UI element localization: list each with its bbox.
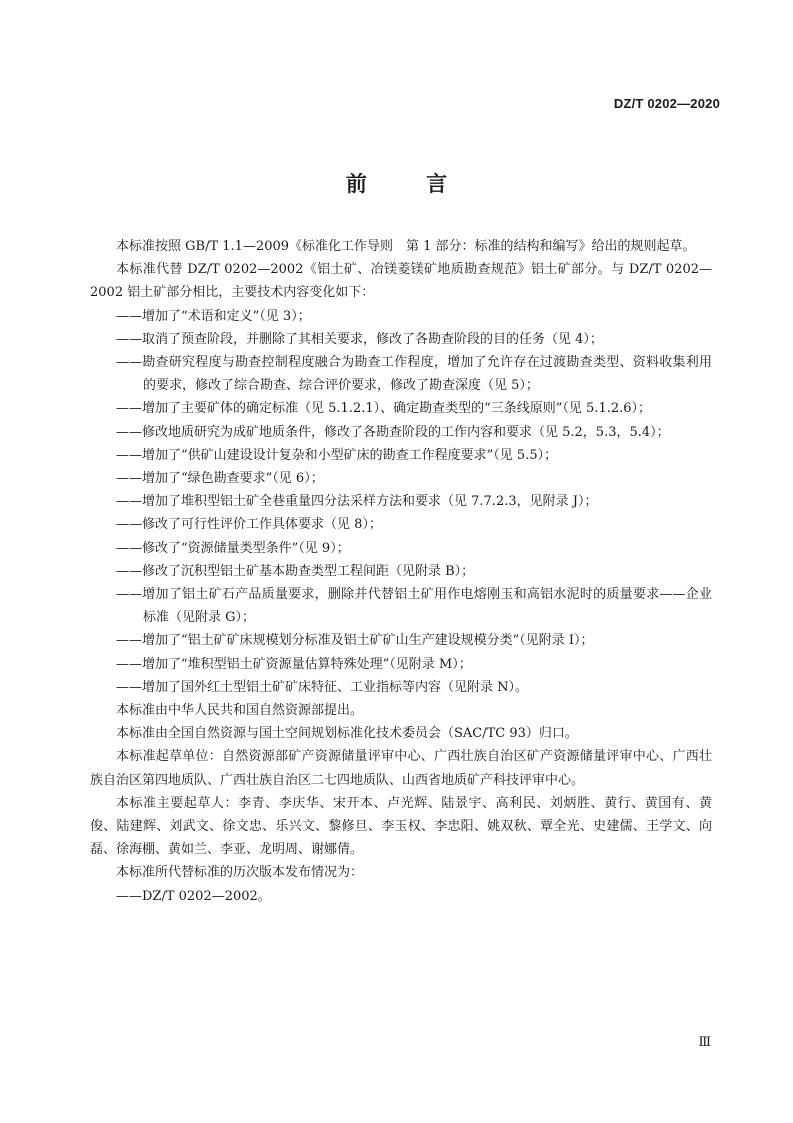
- change-item: ——增加了国外红土型铝土矿矿床特征、工业指标等内容（见附录 N）。: [116, 679, 529, 695]
- page-title: 前 言: [345, 172, 474, 196]
- document-body: [90, 235, 712, 908]
- change-item: ——修改了“资源储量类型条件”（见 9）；: [116, 540, 350, 556]
- history-item: ——DZ/T 0202—2002。: [116, 888, 271, 904]
- change-item: ——修改了可行性评价工作具体要求（见 8）；: [116, 517, 382, 533]
- paragraph-replacement: 本标准代替 DZ/T 0202—2002《铝土矿、冶镁菱镁矿地质勘查规范》铝土矿部分。与 DZ/T 0202—2002 铝土矿部分相比，主要技术内容变化如下：: [90, 262, 712, 301]
- change-item: ——增加了主要矿体的确定标准（见 5.1.2.1）、确定勘查类型的“三条线原则”（见 5.1.2.6）；: [116, 401, 652, 417]
- change-item: ——增加了铝土矿石产品质量要求，删除并代替铝土矿用作电熔刚玉和高铝水泥时的质量要求——企业标准（见附录 G）；: [116, 587, 712, 626]
- change-item: ——修改了沉积型铝土矿基本勘查类型工程间距（见附录 B）；: [116, 563, 475, 579]
- change-item: ——增加了“堆积型铝土矿资源量估算特殊处理”（见附录 M）；: [116, 656, 472, 672]
- paragraph-drafters: 本标准主要起草人：李青、李庆华、宋开本、卢光辉、陆景宇、高利民、刘炳胜、黄行、黄国有、黄俊、陆建辉、刘武文、徐文忠、乐兴文、黎修旦、李玉权、李忠阳、姚双秋、覃全光、史建儒、王学文、向磊、徐海棚、黄如兰、李亚、龙明周、谢娜倩。: [90, 795, 712, 858]
- standard-code: DZ/T 0202—2020: [613, 96, 720, 111]
- paragraph-history-intro: 本标准所代替标准的历次版本发布情况为：: [116, 865, 364, 881]
- paragraph-drafting-units: 本标准起草单位：自然资源部矿产资源储量评审中心、广西壮族自治区矿产资源储量评审中心、广西壮族自治区第四地质队、广西壮族自治区二七四地质队、山西省地质矿产科技评审中心。: [90, 749, 712, 788]
- paragraph-proposer: 本标准由中华人民共和国自然资源部提出。: [116, 703, 364, 719]
- change-item: ——增加了“绿色勘查要求”（见 6）；: [116, 471, 324, 487]
- page-number: Ⅲ: [698, 1035, 711, 1050]
- change-item: ——勘查研究程度与勘查控制程度融合为勘查工作程度，增加了允许存在过渡勘查类型、资料收集利用的要求，修改了综合勘查、综合评价要求，修改了勘查深度（见 5）；: [116, 355, 712, 394]
- change-item: ——增加了堆积型铝土矿全巷重量四分法采样方法和要求（见 7.7.2.3，见附录 J）；: [116, 494, 598, 510]
- change-item: ——增加了“术语和定义”（见 3）；: [116, 308, 311, 324]
- paragraph-committee: 本标准由全国自然资源与国土空间规划标准化技术委员会（SAC/TC 93）归口。: [116, 726, 578, 742]
- change-item: ——增加了“铝土矿矿床规模划分标准及铝土矿矿山生产建设规模分类”（见附录 I）；: [116, 633, 594, 649]
- paragraph-drafting-rule: 本标准按照 GB/T 1.1—2009《标准化工作导则 第 1 部分：标准的结构和编写》给出的规则起草。: [116, 239, 696, 254]
- change-item: ——修改地质研究为成矿地质条件，修改了各勘查阶段的工作内容和要求（见 5.2，5.3，5.4）；: [116, 424, 670, 440]
- change-item: ——取消了预查阶段，并删除了其相关要求，修改了各勘查阶段的目的任务（见 4）；: [116, 331, 603, 347]
- change-item: ——增加了“供矿山建设设计复杂和小型矿床的勘查工作程度要求”（见 5.5）；: [116, 447, 558, 463]
